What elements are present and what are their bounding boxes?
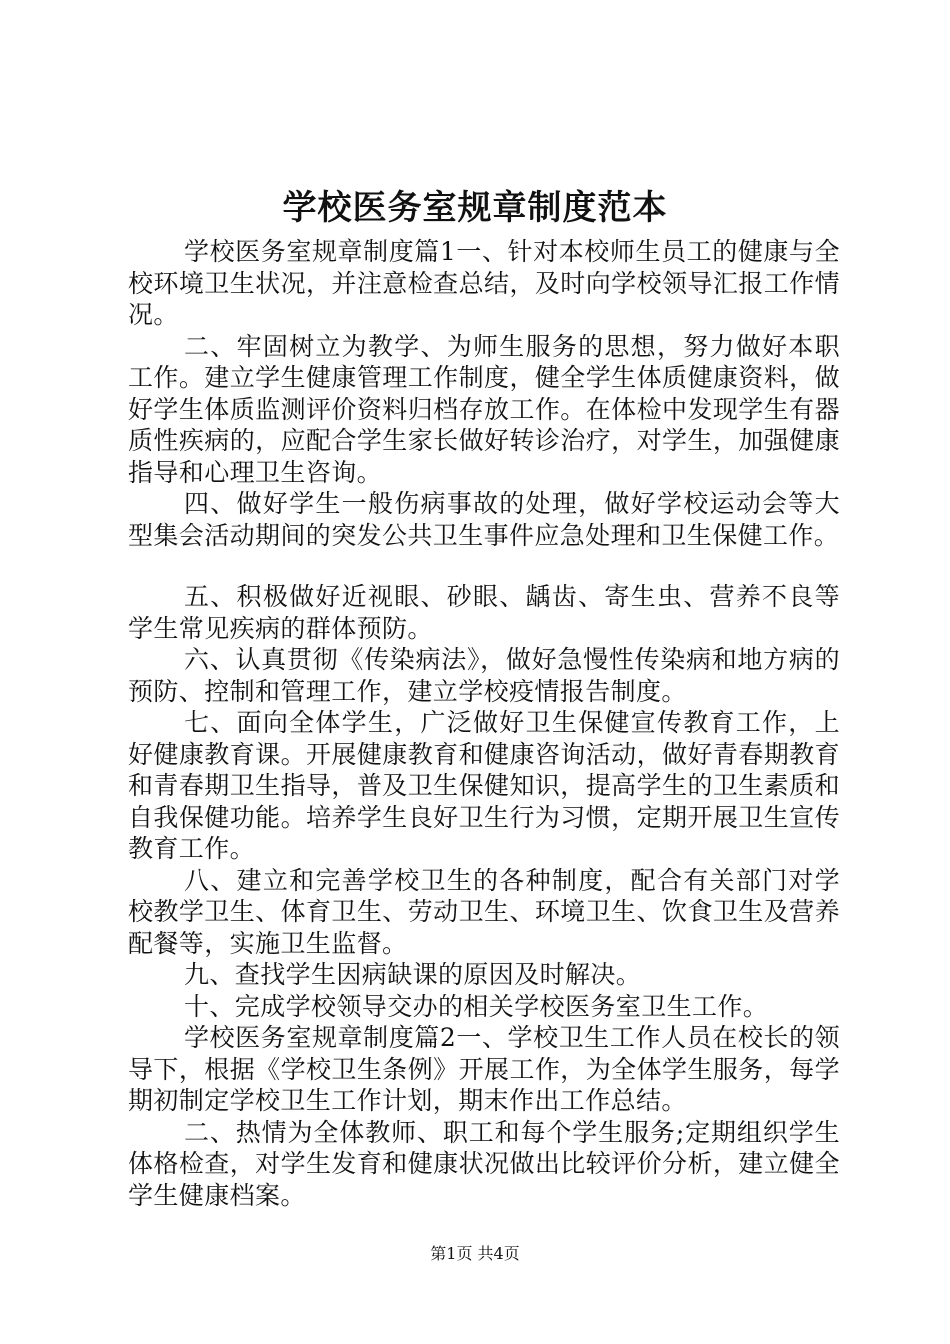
paragraph-10: 学校医务室规章制度篇2一、学校卫生工作人员在校长的领导下，根据《学校卫生条例》开展工作，为全体学生服务，每学期初制定学校卫生工作计划，期末作出工作总结。 [128, 1023, 840, 1115]
paragraph-2: 二、牢固树立为教学、为师生服务的思想，努力做好本职工作。建立学生健康管理工作制度，健全学生体质健康资料，做好学生体质监测评价资料归档存放工作。在体检中发现学生有器质性疾病的，应配合学生家长做好转诊治疗，对学生，加强健康指导和心理卫生咨询。 [128, 331, 840, 487]
paragraph-7: 八、建立和完善学校卫生的各种制度，配合有关部门对学校教学卫生、体育卫生、劳动卫生、环境卫生、饮食卫生及营养配餐等，实施卫生监督。 [128, 865, 840, 958]
paragraph-8: 九、查找学生因病缺课的原因及时解决。 [184, 960, 642, 989]
paragraph-3: 四、做好学生一般伤病事故的处理，做好学校运动会等大型集会活动期间的突发公共卫生事件应急处理和卫生保健工作。 [128, 489, 840, 550]
paragraph-4: 五、积极做好近视眼、砂眼、龋齿、寄生虫、营养不良等学生常见疾病的群体预防。 [128, 582, 840, 643]
document-title: 学校医务室规章制度范本 [282, 188, 668, 228]
document-body [128, 236, 840, 1211]
paragraph-11: 二、热情为全体教师、职工和每个学生服务;定期组织学生体格检查，对学生发育和健康状况做出比较评价分析，建立健全学生健康档案。 [128, 1117, 840, 1210]
paragraph-9: 十、完成学校领导交办的相关学校医务室卫生工作。 [184, 991, 769, 1021]
paragraph-5: 六、认真贯彻《传染病法》，做好急慢性传染病和地方病的预防、控制和管理工作，建立学校疫情报告制度。 [128, 645, 840, 706]
paragraph-6: 七、面向全体学生，广泛做好卫生保健宣传教育工作，上好健康教育课。开展健康教育和健康咨询活动，做好青春期教育和青春期卫生指导，普及卫生保健知识，提高学生的卫生素质和自我保健功能。培养学生良好卫生行为习惯，定期开展卫生宣传教育工作。 [128, 708, 840, 863]
page-footer: 第1页 共4页 [430, 1244, 520, 1263]
paragraph-1: 学校医务室规章制度篇1一、针对本校师生员工的健康与全校环境卫生状况，并注意检查总结，及时向学校领导汇报工作情况。 [128, 237, 840, 329]
